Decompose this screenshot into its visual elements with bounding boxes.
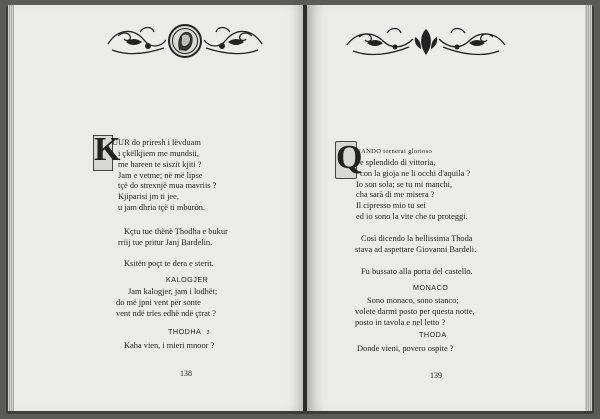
verse-line: me hareen te siszit kjiti ? (118, 159, 202, 169)
right-prose-2 (361, 267, 473, 278)
verse-line: u jam dhria tçë ti mburòn. (118, 202, 205, 212)
left-poem-block (112, 138, 201, 149)
right-page-number: 139 (430, 371, 442, 380)
right-prose-1 (355, 234, 476, 256)
speaker-mark: 3 (206, 330, 211, 336)
left-dropcap: K (94, 131, 121, 168)
verse-line: do më jpni vent për sonte (116, 297, 201, 307)
verse-line: Io son sola; se tu mi manchi, (356, 179, 453, 189)
verse-line: tçë do strexnjë mua mavriis ? (118, 181, 217, 191)
verse-line: posto in tavola e nel letto ? (355, 317, 446, 327)
prose-line: rriij tue pritur Janj Bardelin. (118, 237, 213, 247)
prose-line: Ksitën poçt te dera e sterit. (124, 259, 214, 268)
right-speaker-2: THODA (419, 330, 447, 339)
left-first-line: UUR do priresh i lëvduam (112, 138, 201, 147)
left-stanza-1 (118, 149, 216, 214)
left-page (14, 5, 306, 411)
right-first-line (356, 146, 432, 158)
verse-line: Sono monaco, sono stanco; (367, 296, 459, 305)
verse-line: Jam kalogjer, jam i lodhët; (128, 287, 218, 296)
verse-line: vent ndë trïes edhë ndë çtrat ? (116, 308, 216, 318)
prose-line: Fu bussato alla porta del castello. (361, 267, 473, 276)
left-speaker-1: KALOGJER (166, 275, 209, 284)
right-headpiece-ornament-icon (343, 25, 509, 59)
left-prose-2 (124, 259, 214, 270)
right-speaker-1: MONACO (413, 283, 449, 292)
verse-line: volete darmi posto per questa notte, (355, 306, 475, 316)
right-stanza-1 (356, 158, 471, 223)
verse-line: cha sarà di me misera ? (356, 190, 435, 200)
left-stanza-2 (116, 287, 217, 319)
right-stanza-2 (355, 296, 475, 328)
right-first-line-block (356, 146, 432, 158)
left-last-line (124, 341, 214, 352)
verse-line: ed io sono la vite che tu proteggi. (356, 211, 468, 221)
verse-line: i çkëlkjiem me mundsii, (118, 149, 199, 158)
verse-line: e splendido di vittoria, (360, 158, 436, 167)
left-page-number: 138 (180, 369, 192, 378)
verse-line: con la gioja ne li occhi d'aquila ? (360, 168, 471, 178)
verse-line: Il cipresso mio tu sei (356, 201, 426, 211)
speaker-name: THODHA (168, 327, 201, 336)
prose-line: stava ad aspettare Giovanni Bardeli. (355, 244, 477, 254)
verse-line: Kjiparisi jm ti jee, (118, 192, 179, 202)
verse-line: Kaha vien, i mieri mnoor ? (124, 341, 215, 350)
verse-line: Jam e vetme; në më lipse (118, 170, 203, 180)
prose-line: Kçtu tue thënë Thodha e bukur (124, 227, 228, 236)
left-headpiece-ornament-icon (104, 22, 266, 60)
verse-line: Donde vieni, povero ospite ? (357, 344, 454, 353)
right-dropcap: Q (336, 139, 363, 176)
right-last-line (357, 344, 454, 355)
left-speaker-2 (168, 327, 210, 336)
prose-line: Così dicendo la bellissima Thoda (361, 234, 473, 243)
left-prose-1 (118, 227, 228, 249)
first-line-text: UANDO tornerai glorioso (356, 148, 433, 155)
right-page (307, 5, 585, 411)
